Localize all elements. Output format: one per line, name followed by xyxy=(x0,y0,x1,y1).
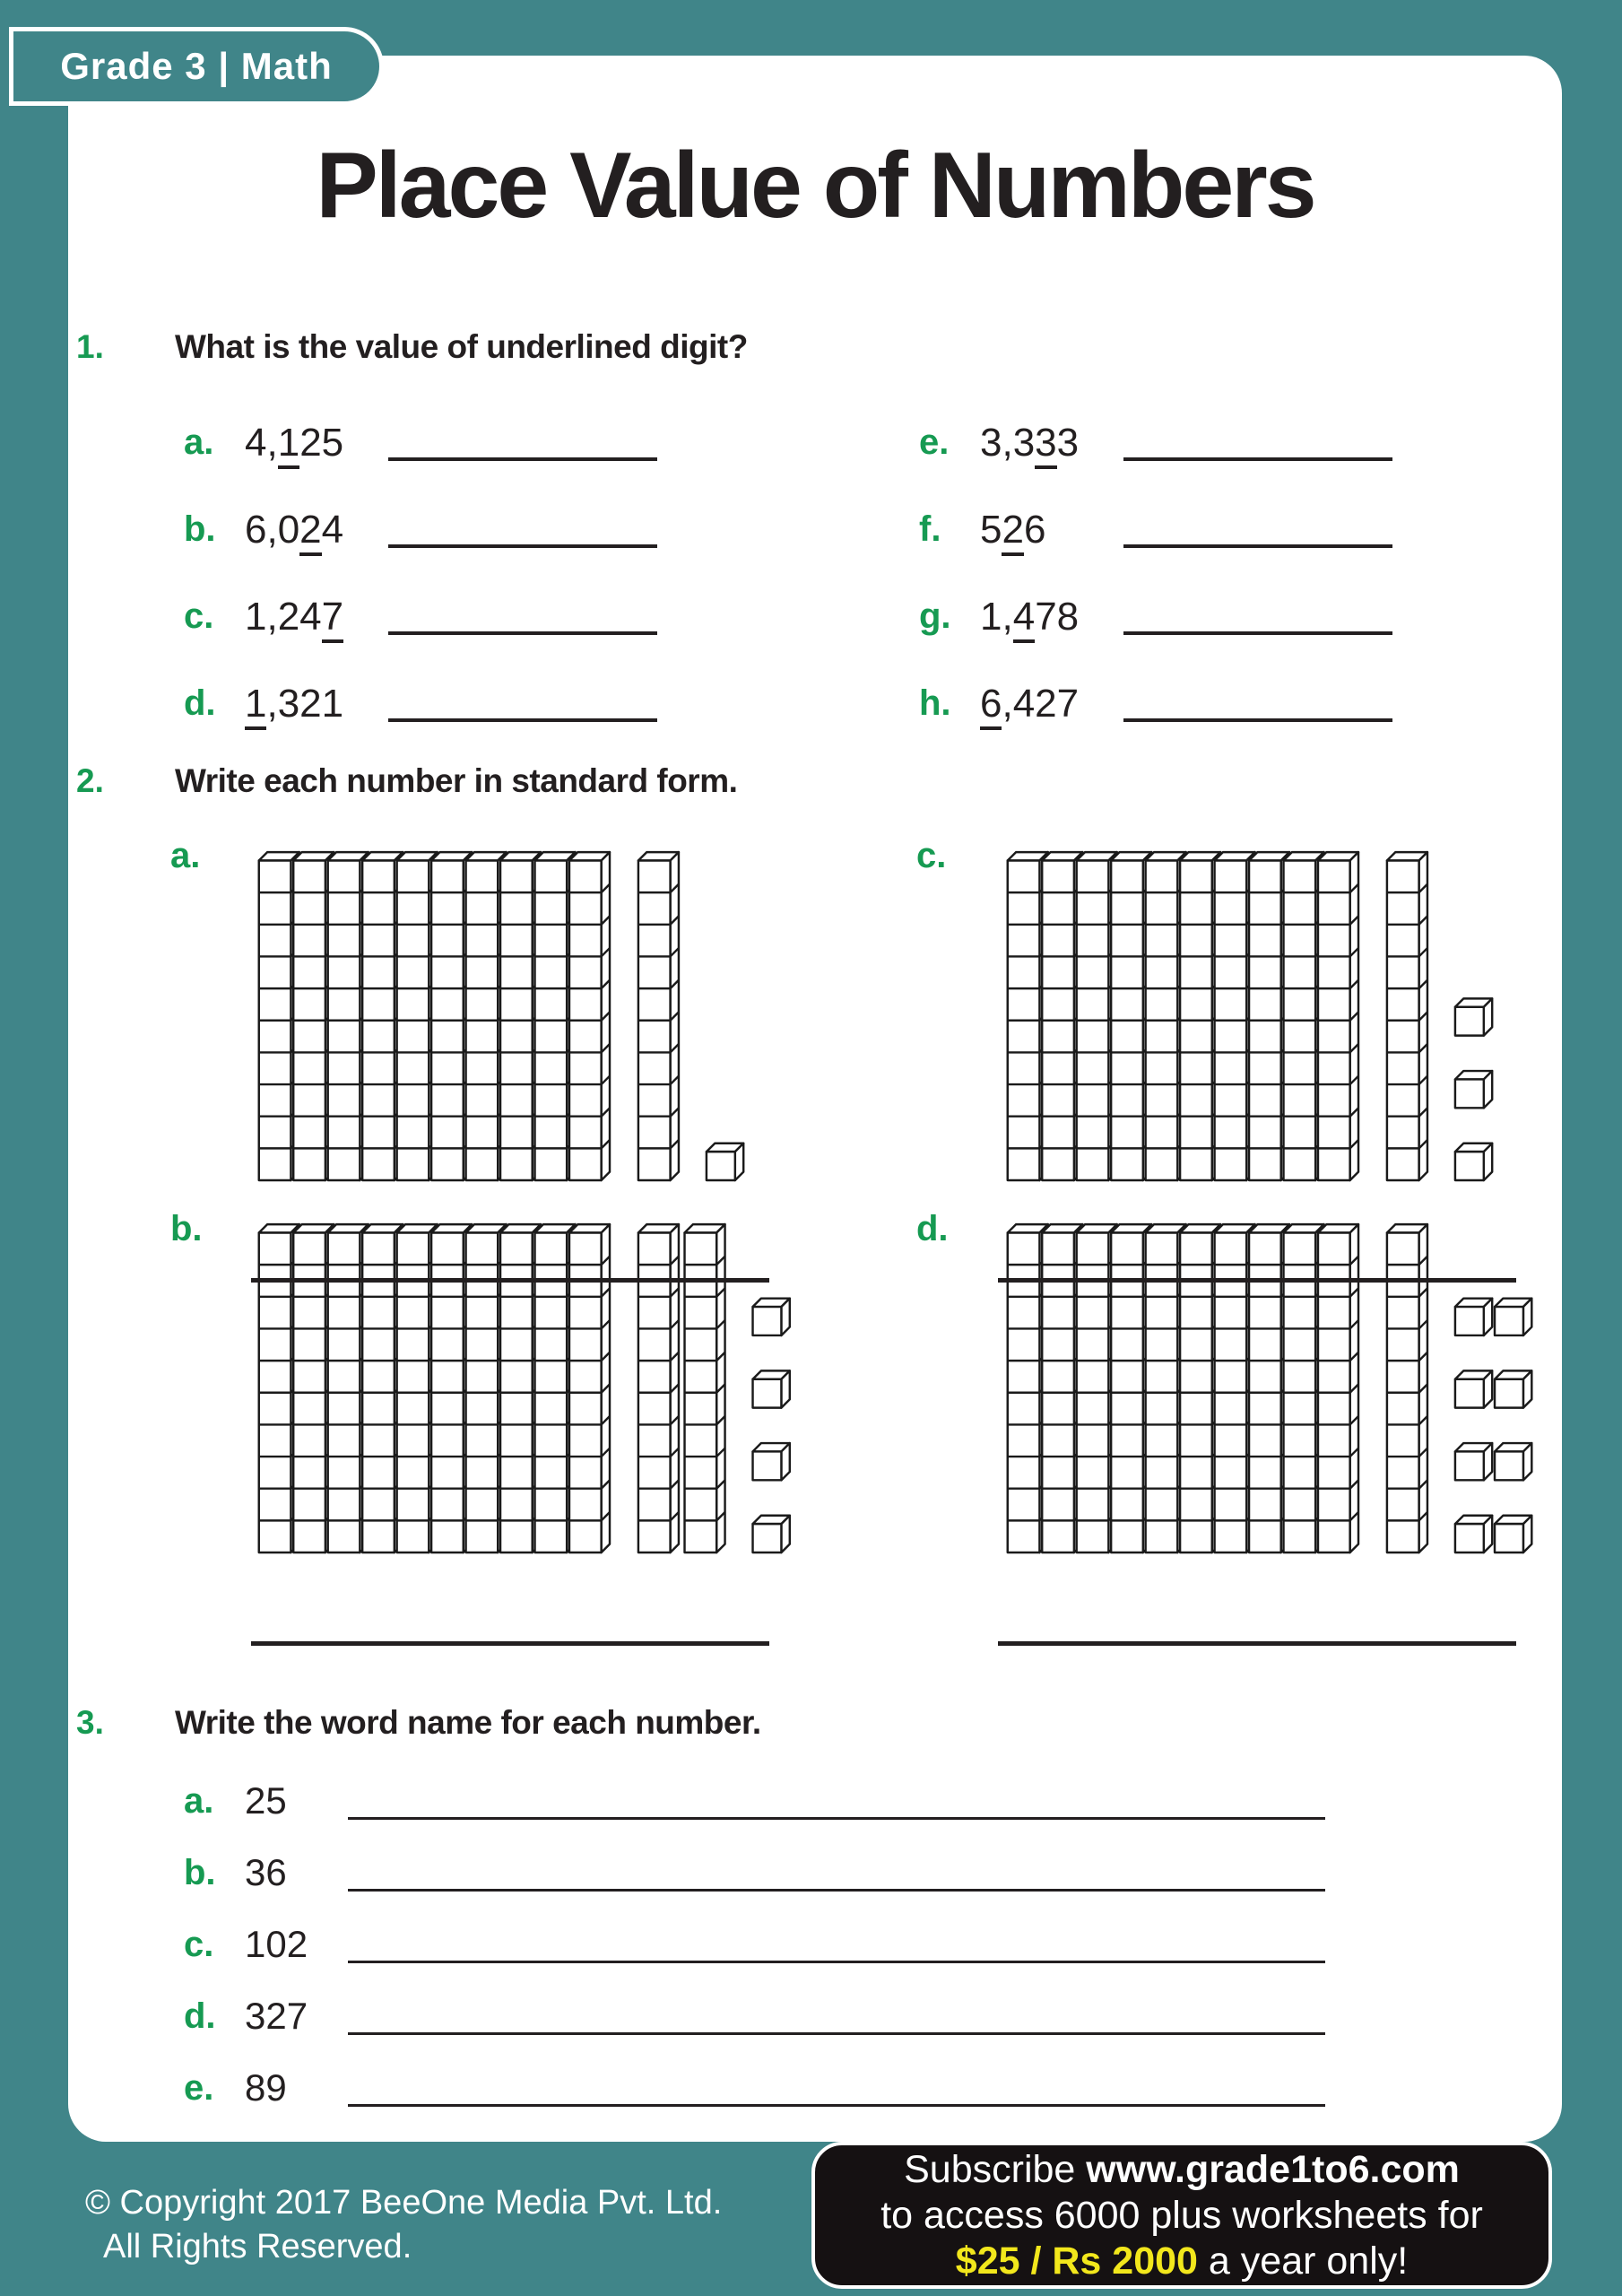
q1-item-e xyxy=(919,399,1421,486)
base-ten-blocks-figure-d xyxy=(1004,1222,1549,1556)
item-label: b. xyxy=(184,1852,216,1892)
q1-item-g xyxy=(919,573,1421,660)
underlined-digit: 7 xyxy=(322,595,343,643)
q1-item-b xyxy=(184,486,919,573)
answer-line xyxy=(998,1641,1516,1646)
question-3-text: Write the word name for each number. xyxy=(175,1704,761,1741)
subscribe-line1: Subscribe www.grade1to6.com xyxy=(904,2147,1460,2191)
q1-item-d xyxy=(184,660,919,747)
q1-item-a xyxy=(184,399,919,486)
q3-item-e xyxy=(184,2052,1325,2124)
question-3-heading xyxy=(0,1704,1622,1744)
item-number: 4,125 xyxy=(245,421,388,465)
question-1-number: 1. xyxy=(76,328,104,365)
answer-blank xyxy=(388,599,657,635)
underlined-digit: 1 xyxy=(245,682,266,730)
base-ten-blocks-svg xyxy=(1004,1222,1549,1556)
q2-item-a-label: a. xyxy=(170,836,201,875)
item-number: 25 xyxy=(245,1779,287,1822)
item-number: 6,024 xyxy=(245,508,388,552)
base-ten-blocks-figure-a xyxy=(256,850,801,1184)
underlined-digit: 2 xyxy=(299,508,321,556)
item-number: 1,247 xyxy=(245,595,388,639)
question-1-text: What is the value of underlined digit? xyxy=(175,328,748,365)
answer-blank xyxy=(348,1998,1325,2035)
answer-blank xyxy=(388,425,657,461)
underlined-digit: 3 xyxy=(1035,421,1056,469)
item-number: 3,333 xyxy=(980,421,1123,465)
question-3-items xyxy=(184,1765,1325,2124)
item-number: 36 xyxy=(245,1851,287,1893)
subscribe-banner xyxy=(811,2142,1552,2289)
base-ten-blocks-figure-c xyxy=(1004,850,1549,1184)
item-number: 89 xyxy=(245,2066,287,2109)
subscribe-url: www.grade1to6.com xyxy=(1086,2147,1460,2191)
q2-item-c-label: c. xyxy=(916,836,947,875)
base-ten-blocks-figure-b xyxy=(256,1222,801,1556)
item-label: a. xyxy=(184,1780,214,1821)
base-ten-blocks-svg xyxy=(256,850,801,1184)
answer-blank xyxy=(388,686,657,722)
item-label: e. xyxy=(919,422,950,462)
base-ten-blocks-svg xyxy=(1004,850,1549,1184)
question-2-text: Write each number in standard form. xyxy=(175,762,738,799)
answer-blank xyxy=(388,512,657,548)
price-text: $25 / Rs 2000 xyxy=(955,2239,1198,2283)
answer-blank xyxy=(348,2070,1325,2107)
answer-line xyxy=(251,1641,769,1646)
underlined-digit: 4 xyxy=(1013,595,1035,643)
copyright-line1: © Copyright 2017 BeeOne Media Pvt. Ltd. xyxy=(85,2184,723,2222)
q3-item-a xyxy=(184,1765,1325,1837)
item-label: a. xyxy=(184,422,214,462)
question-2-heading xyxy=(0,762,1622,802)
answer-blank xyxy=(1123,686,1392,722)
answer-line xyxy=(998,1278,1516,1283)
question-1-heading xyxy=(0,328,1622,368)
item-label: f. xyxy=(919,509,941,549)
answer-blank xyxy=(1123,425,1392,461)
copyright-notice xyxy=(85,2181,722,2270)
q3-item-b xyxy=(184,1837,1325,1909)
q2-item-b-label: b. xyxy=(170,1209,203,1248)
q1-item-c xyxy=(184,573,919,660)
item-label: c. xyxy=(184,596,214,636)
answer-blank xyxy=(348,1783,1325,1820)
item-label: b. xyxy=(184,509,216,549)
copyright-line2: All Rights Reserved. xyxy=(103,2228,412,2266)
question-3-number: 3. xyxy=(76,1704,104,1741)
answer-blank xyxy=(1123,512,1392,548)
answer-blank xyxy=(348,1926,1325,1963)
item-label: h. xyxy=(919,683,951,723)
item-number: 6,427 xyxy=(980,682,1123,726)
answer-blank xyxy=(348,1855,1325,1892)
question-2-number: 2. xyxy=(76,762,104,799)
item-label: d. xyxy=(184,1996,216,2036)
underlined-digit: 6 xyxy=(980,682,1002,730)
q1-item-h xyxy=(919,660,1421,747)
item-number: 102 xyxy=(245,1923,308,1965)
badge-label: Grade 3 | Math xyxy=(60,45,333,87)
item-number: 526 xyxy=(980,508,1123,552)
q3-item-c xyxy=(184,1909,1325,1980)
answer-line xyxy=(251,1278,769,1283)
item-number: 327 xyxy=(245,1995,308,2037)
underlined-digit: 2 xyxy=(1002,508,1023,556)
question-1-items xyxy=(184,399,1421,747)
item-label: d. xyxy=(184,683,216,723)
item-label: e. xyxy=(184,2067,214,2108)
item-number: 1,478 xyxy=(980,595,1123,639)
item-label: g. xyxy=(919,596,951,636)
q1-item-f xyxy=(919,486,1421,573)
page-title: Place Value of Numbers xyxy=(316,134,1314,238)
item-number: 1,321 xyxy=(245,682,388,726)
subscribe-line2: to access 6000 plus worksheets for xyxy=(880,2193,1483,2237)
underlined-digit: 1 xyxy=(278,421,299,469)
q3-item-d xyxy=(184,1980,1325,2052)
q2-item-d-label: d. xyxy=(916,1209,949,1248)
base-ten-blocks-svg xyxy=(256,1222,801,1556)
item-label: c. xyxy=(184,1924,214,1964)
subscribe-line3: $25 / Rs 2000 a year only! xyxy=(955,2239,1409,2283)
grade-subject-badge xyxy=(9,27,384,106)
answer-blank xyxy=(1123,599,1392,635)
